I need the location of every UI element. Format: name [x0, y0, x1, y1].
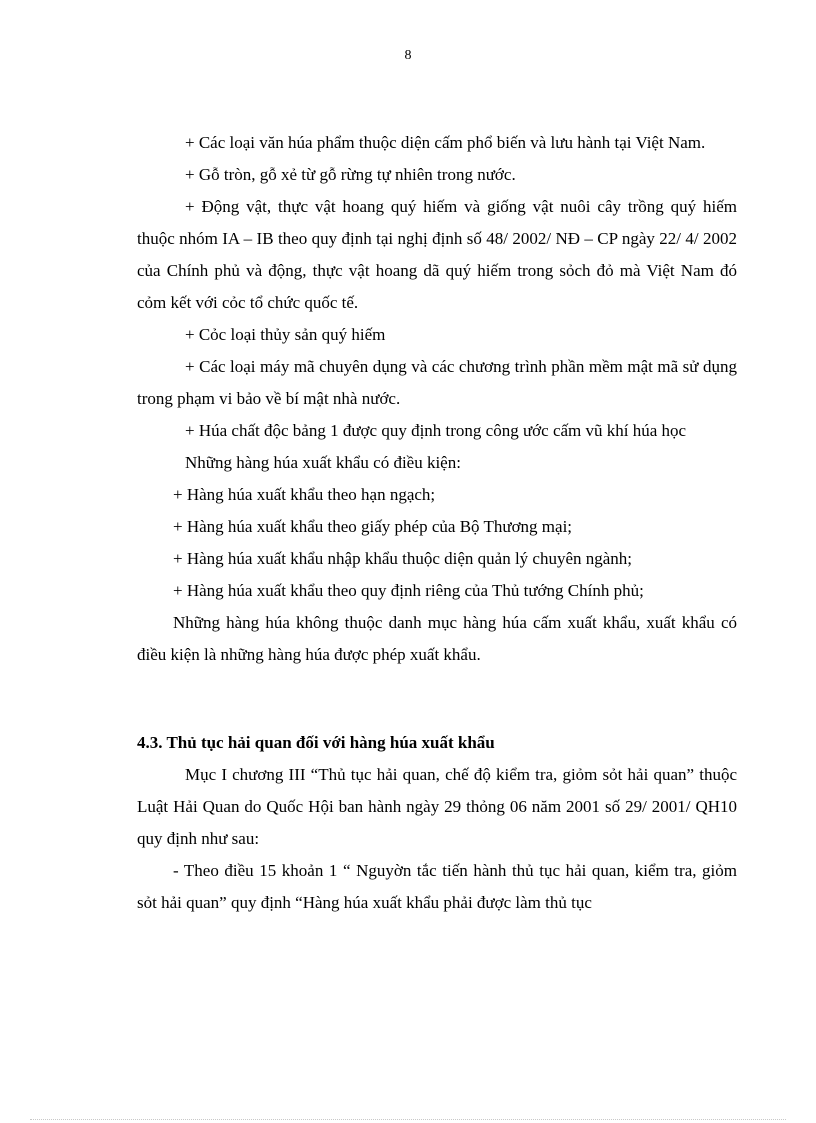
document-body: [137, 127, 737, 919]
paragraph-article-15: - Theo điều 15 khoản 1 “ Nguyờn tắc tiến hành thủ tục hải quan, kiểm tra, giỏm sỏt hải quan” quy định “Hàng húa xuất khẩu phải được làm thủ tục: [137, 861, 737, 912]
paragraph-specialized-management-goods: + Hàng húa xuất khẩu nhập khẩu thuộc diện quản lý chuyên ngành;: [173, 549, 633, 568]
paragraph-banned-cultural-items: + Các loại văn húa phẩm thuộc diện cấm phổ biến và lưu hành tại Việt Nam.: [185, 133, 706, 152]
paragraph-cipher-machines: + Các loại máy mã chuyên dụng và các chương trình phần mềm mật mã sử dụng trong phạm vi bảo về bí mật nhà nước.: [137, 357, 737, 408]
paragraph-rare-seafood: + Cỏc loại thủy sản quý hiếm: [185, 325, 386, 344]
paragraph-conditional-exports-intro: Những hàng húa xuất khẩu có điều kiện:: [185, 453, 461, 472]
section-heading: 4.3. Thủ tục hải quan đối với hàng húa xuất khẩu: [137, 733, 495, 752]
paragraph-quota-goods: + Hàng húa xuất khẩu theo hạn ngạch;: [173, 485, 436, 504]
paragraph-customs-law-reference: Mục I chương III “Thủ tục hải quan, chế độ kiểm tra, giỏm sỏt hải quan” thuộc Luật Hải Quan do Quốc Hội ban hành ngày 29 thỏng 06 năm 2001 số 29/ 2001/ QH10 quy định như sau:: [137, 765, 737, 848]
paragraph-permitted-exports: Những hàng húa không thuộc danh mục hàng húa cấm xuất khẩu, xuất khẩu có điều kiện là những hàng húa được phép xuất khẩu.: [137, 613, 737, 664]
section-spacer: [137, 671, 737, 727]
paragraph-toxic-chemicals: + Húa chất độc bảng 1 được quy định trong công ước cấm vũ khí húa học: [185, 421, 687, 440]
page-number: 8: [404, 48, 412, 63]
paragraph-license-goods: + Hàng húa xuất khẩu theo giấy phép của Bộ Thương mại;: [173, 517, 573, 536]
page-bottom-divider: [30, 1119, 786, 1120]
paragraph-prime-minister-regulated-goods: + Hàng húa xuất khẩu theo quy định riêng của Thủ tướng Chính phủ;: [173, 581, 644, 600]
paragraph-natural-timber: + Gỗ tròn, gỗ xẻ từ gỗ rừng tự nhiên trong nước.: [185, 165, 516, 184]
paragraph-rare-animals-plants: + Động vật, thực vật hoang quý hiếm và giống vật nuôi cây trồng quý hiếm thuộc nhóm IA – IB theo quy định tại nghị định số 48/ 2002/ NĐ – CP ngày 22/ 4/ 2002 của Chính phủ và động, thực vật hoang dã quý hiếm trong sỏch đỏ mà Việt Nam đó cỏm kết với cỏc tổ chức quốc tế.: [137, 197, 737, 312]
